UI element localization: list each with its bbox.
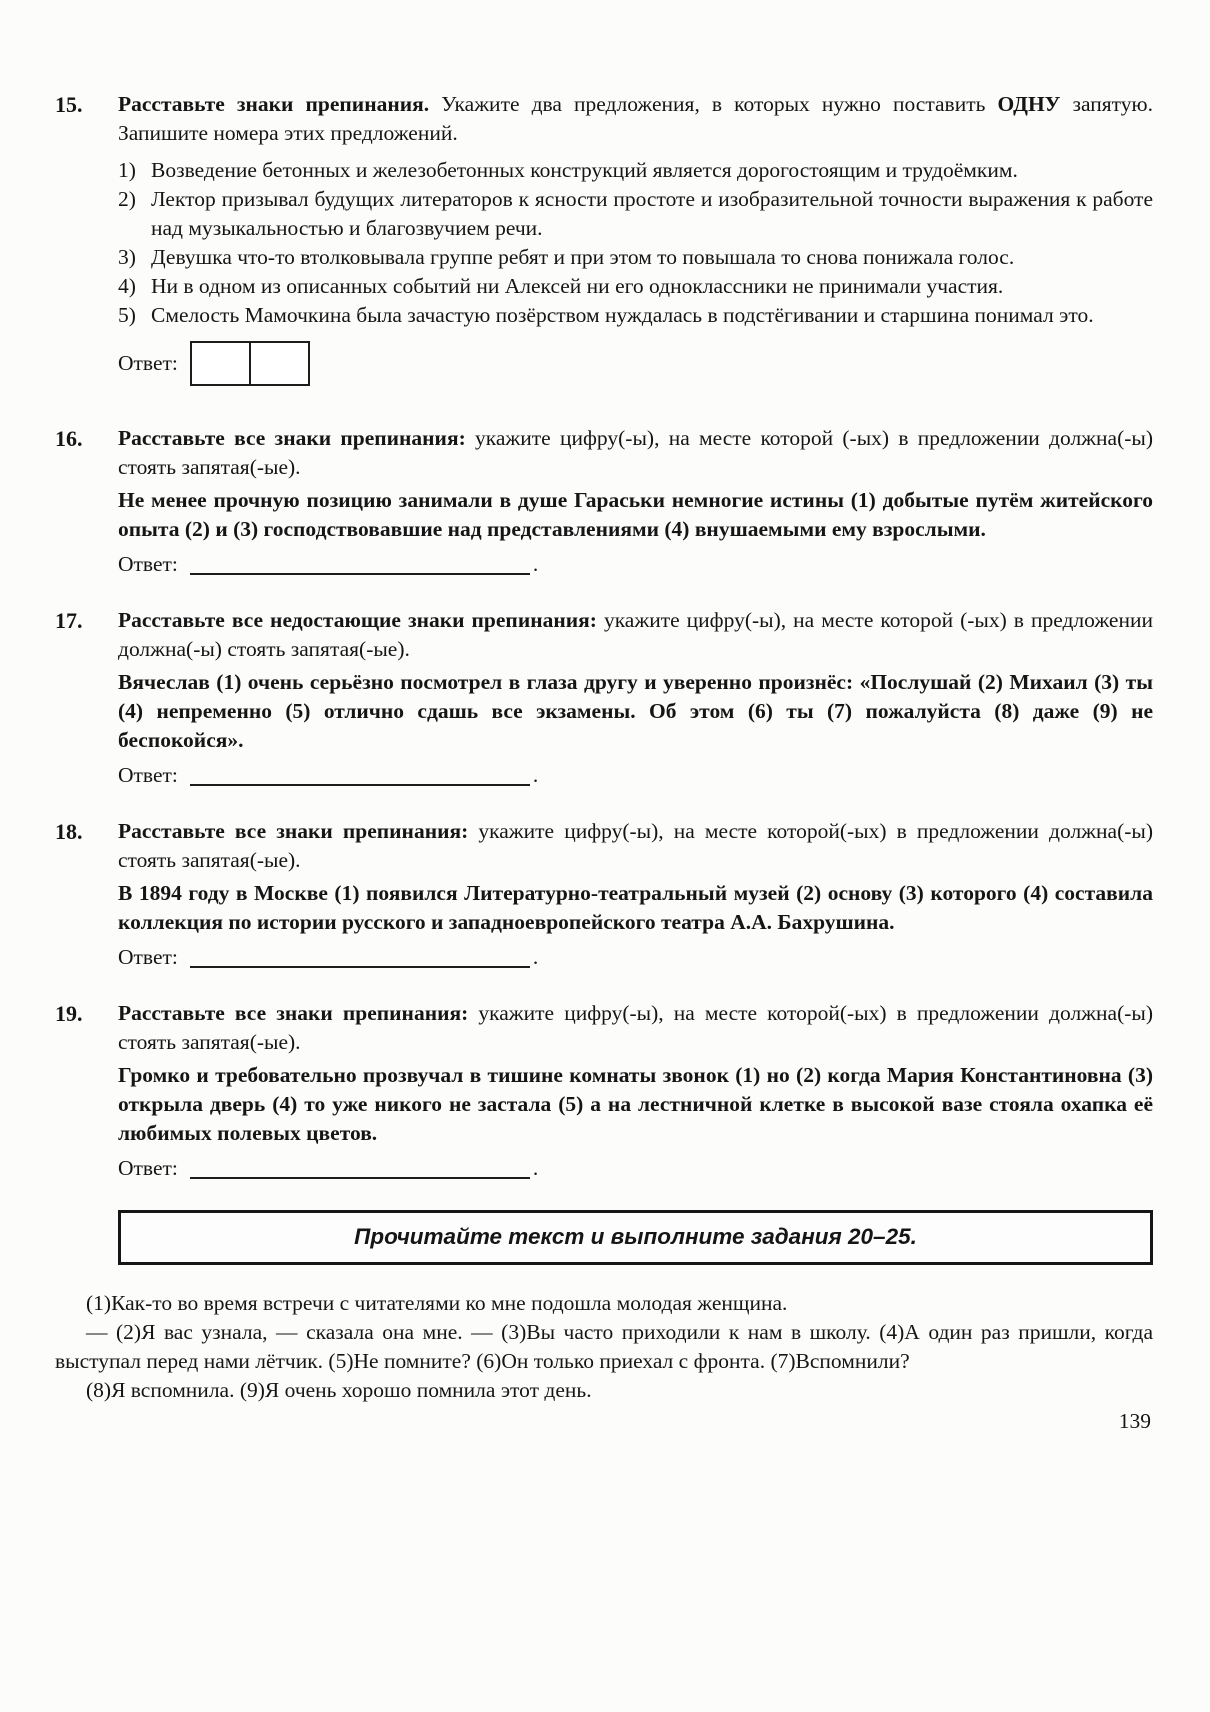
task-18 <box>55 817 1153 971</box>
task-sentence: Вячеслав (1) очень серьёзно посмотрел в глаза другу и уверенно произнёс: «Послушай (2) Михаил (3) ты (4) непременно (5) отлично сдашь все экзамены. Об этом (6) ты (7) пожалуйста (8) даже (9) не беспокойся». <box>118 670 1153 752</box>
answer-box <box>190 341 310 386</box>
task-sentence: Громко и требовательно прозвучал в тишине комнаты звонок (1) но (2) когда Мария Константиновна (3) открыла дверь (4) то уже никого не застала (5) а на лестничной клетке в высокой вазе стояла охапка её любимых полевых цветов. <box>118 1063 1153 1145</box>
option-number: 1) <box>118 158 136 182</box>
task-sentence: Не менее прочную позицию занимали в душе Гараськи немногие истины (1) добытые путём житейского опыта (2) и (3) господствовавшие над представлениями (4) внушаемыми ему взрослыми. <box>118 488 1153 541</box>
task-17 <box>55 606 1153 789</box>
answer-period: . <box>532 762 539 787</box>
instruction-segment: укажите цифру(-ы), на месте которой(-ых) в предложении должна(-ы) стоять запятая(-ые). <box>118 1001 1153 1054</box>
instruction-segment: укажите цифру(-ы), на месте которой (-ых) в предложении должна(-ы) стоять запятая(-ые). <box>118 426 1154 479</box>
task-instruction <box>118 424 1153 482</box>
option-number: 2) <box>118 187 136 211</box>
reading-text <box>55 1289 1153 1405</box>
task-sentence: В 1894 году в Москве (1) появился Литературно-театральный музей (2) основу (3) которого (4) составила коллекция по истории русского и западноевропейского театра А.А. Бахрушина. <box>118 881 1153 934</box>
option-text: Ни в одном из описанных событий ни Алексей ни его одноклассники не принимали участия. <box>151 274 1004 298</box>
instruction-segment: укажите цифру(-ы), на месте которой(-ых) в предложении должна(-ы) стоять запятая(-ые). <box>118 819 1153 872</box>
option-item <box>118 243 1153 272</box>
answer-label: Ответ: <box>118 551 178 576</box>
reading-paragraph: (8)Я вспомнила. (9)Я очень хорошо помнила этот день. <box>86 1378 592 1402</box>
task-number: 17. <box>55 608 83 633</box>
answer-label: Ответ: <box>118 762 178 787</box>
instruction-bold-segment: Расставьте знаки препинания. <box>118 92 430 116</box>
answer-row <box>118 550 1153 578</box>
task-19 <box>55 999 1153 1182</box>
answer-blank-line <box>190 764 530 786</box>
instruction-segment: укажите цифру(-ы), на месте которой (-ых) в предложении должна(-ы) стоять запятая(-ые). <box>118 608 1153 661</box>
option-item <box>118 156 1153 185</box>
answer-row <box>118 340 1153 386</box>
task-15 <box>55 90 1153 386</box>
answer-row <box>118 1154 1153 1182</box>
answer-period: . <box>532 944 539 969</box>
option-number: 4) <box>118 274 136 298</box>
option-text: Возведение бетонных и железобетонных конструкций является дорогостоящим и трудоёмким. <box>151 158 1018 182</box>
section-banner <box>118 1210 1153 1265</box>
section-banner-text: Прочитайте текст и выполните задания 20–25. <box>354 1224 917 1249</box>
answer-blank-line <box>190 946 530 968</box>
answer-blank-line <box>190 553 530 575</box>
answer-period: . <box>532 1155 539 1180</box>
reading-paragraph: — (2)Я вас узнала, — сказала она мне. — (3)Вы часто приходили к нам в школу. (4)А один раз пришли, когда выступал перед нами лётчик. (5)Не помните? (6)Он только приехал с фронта. (7)Вспомнили? <box>55 1320 1153 1373</box>
task-number: 18. <box>55 819 83 844</box>
option-number: 5) <box>118 303 136 327</box>
reading-paragraph: (1)Как-то во время встречи с читателями ко мне подошла молодая женщина. <box>86 1291 788 1315</box>
task-instruction <box>118 817 1153 875</box>
task-instruction <box>118 999 1153 1057</box>
task-instruction <box>118 606 1153 664</box>
task-instruction <box>118 90 1153 148</box>
option-item <box>118 185 1153 243</box>
instruction-caps-segment: ОДНУ <box>997 92 1061 116</box>
instruction-segment: запятую. Запишите номера этих предложений. <box>118 92 1153 145</box>
answer-period: . <box>532 551 539 576</box>
answer-label: Ответ: <box>118 944 178 969</box>
option-item <box>118 301 1153 330</box>
task-number: 15. <box>55 92 83 117</box>
answer-box-cell <box>192 343 249 384</box>
instruction-bold-segment: Расставьте все знаки препинания: <box>118 426 466 450</box>
instruction-bold-segment: Расставьте все знаки препинания: <box>118 1001 469 1025</box>
instruction-bold-segment: Расставьте все знаки препинания: <box>118 819 469 843</box>
option-text: Смелость Мамочкина была зачастую позёрством нуждалась в подстёгивании и старшина понимал это. <box>151 303 1094 327</box>
task-number: 16. <box>55 426 83 451</box>
answer-row <box>118 761 1153 789</box>
instruction-bold-segment: Расставьте все недостающие знаки препинания: <box>118 608 597 632</box>
instruction-segment: Укажите два предложения, в которых нужно поставить <box>429 92 998 116</box>
answer-blank-line <box>190 1157 530 1179</box>
option-text: Лектор призывал будущих литераторов к ясности простоте и изобразительной точности выражения к работе над музыкальностью и благозвучием речи. <box>151 187 1153 240</box>
option-number: 3) <box>118 245 136 269</box>
option-text: Девушка что-то втолковывала группе ребят и при этом то повышала то снова понижала голос. <box>151 245 1015 269</box>
task-number: 19. <box>55 1001 83 1026</box>
option-item <box>118 272 1153 301</box>
task-16 <box>55 424 1153 578</box>
options-list <box>118 156 1153 330</box>
answer-box-cell <box>249 343 308 384</box>
page-number: 139 <box>1118 1409 1151 1433</box>
answer-label: Ответ: <box>118 1155 178 1180</box>
answer-label: Ответ: <box>118 350 178 375</box>
answer-row <box>118 943 1153 971</box>
